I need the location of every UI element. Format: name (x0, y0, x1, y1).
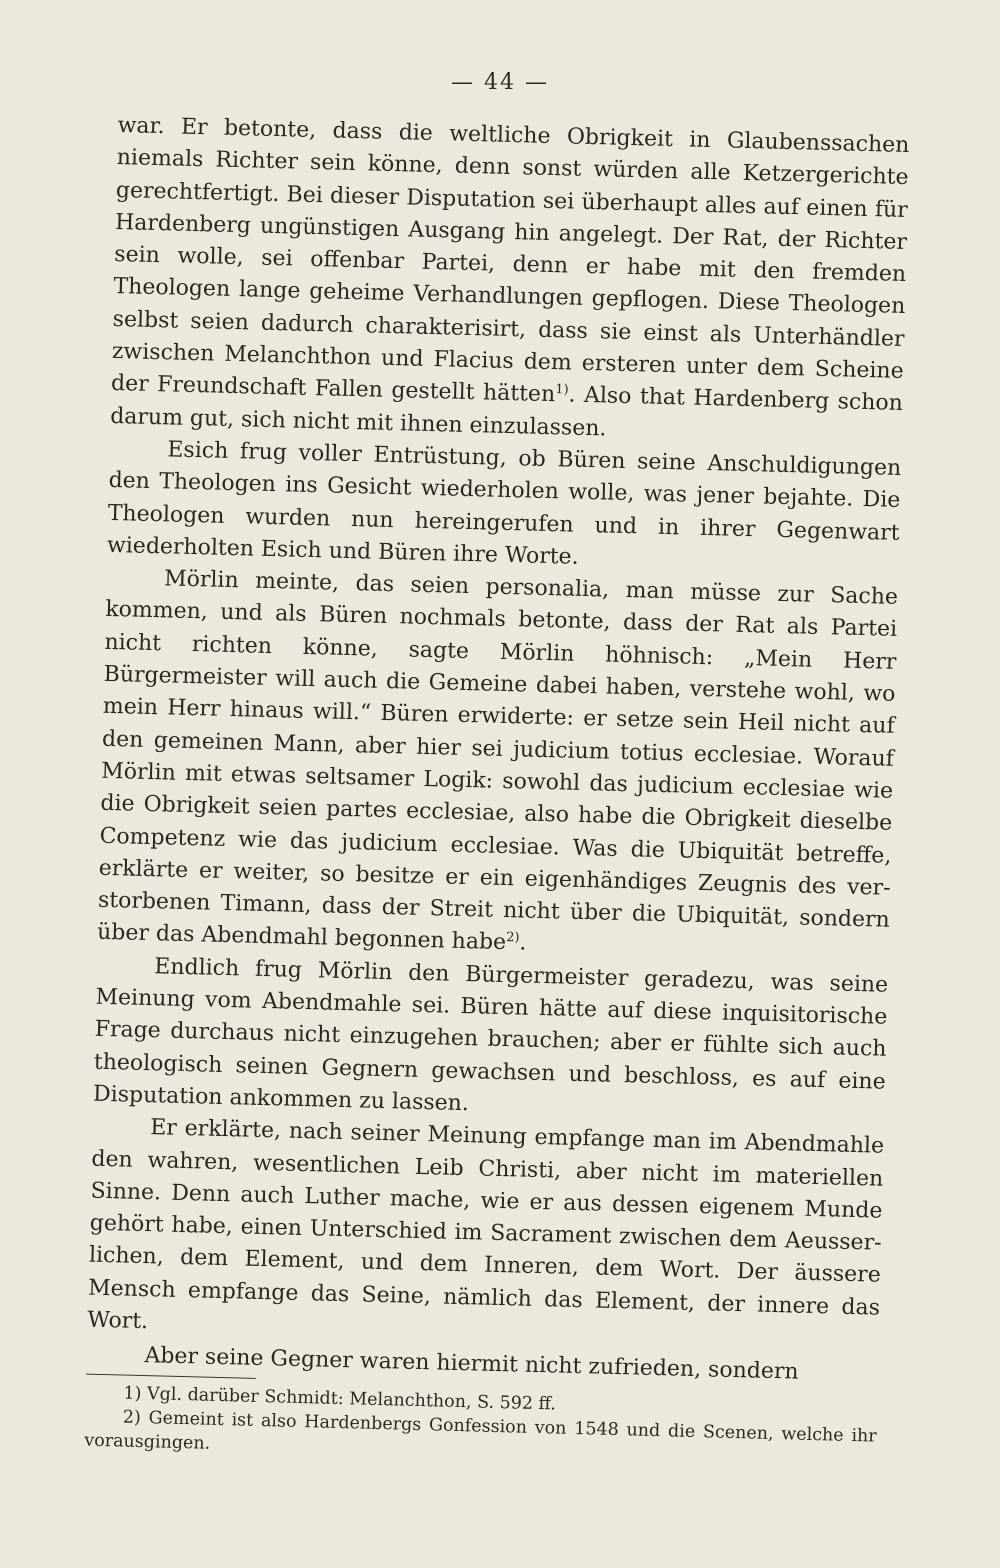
body-text (84, 110, 910, 1472)
paragraph (107, 433, 902, 582)
paragraph-text-continued: . Also that Hardenberg schon darum gut, sich nicht mit ihnen einzulassen. (109, 382, 904, 442)
paragraph (97, 562, 899, 969)
footnotes (84, 1380, 878, 1472)
footnote-reference: 1) (555, 382, 569, 398)
footnote-reference: 2) (506, 930, 520, 946)
paragraph-text: Endlich frug Mörlin den Bürgermeister geradezu, was seine Meinung vom Abendmahle sei. Büren hätte auf diese inquisitorische Frage durchaus nicht einzugehen brauchen; aber er fühlte sich auch theologisch seinen Gegnern gewachsen und beschloss, es auf eine Disputation ankommen zu lassen. (92, 953, 889, 1117)
paragraph (93, 949, 889, 1130)
paragraph-text: Mörlin meinte, das seien personalia, man müsse zur Sache kommen, und als Büren nochmals betonte, dass der Rat als Partei nicht richten könne, sagte Mörlin höhnisch: „Mein Herr Bürgermeister will auch die Gemeine dabei haben, verstehe wohl, wo mein Herr hinaus will.“ Büren erwiderte: er setze sein Heil nicht auf den gemeinen Mann, aber hier sei judicium totius ecclesiae. Worauf Mörlin mit etwas seltsamer Logik: sowohl das judicium ecclesiae wie die Obrigkeit seien partes ecclesiae, also habe die Obrigkeit dieselbe Competenz wie das judicium ecclesiae. Was die Ubiquität betreffe, erklärte er weiter, so besitze er ein eigenhändiges Zeugnis des verstorbenen Timann, dass der Streit nicht über die Ubiquität, sondern über das Abendmahl begonnen habe (96, 566, 899, 956)
footnote: 1) Vgl. darüber Schmidt: Melanchthon, S. 592 ff. (123, 1383, 557, 1415)
paragraph-text: Esich frug voller Entrüstung, ob Büren seine Anschuldigungen den Theologen ins Gesicht wiederholen wolle, was jener bejahte. Die Theologen wurden nun hereingerufen und in ihrer Gegenwart wiederholten Esich und Büren ihre Worte. (106, 437, 902, 570)
paragraph-text: Er erklärte, nach seiner Meinung empfange man im Abendmahle den wahren, wesentlichen Leib Christi, aber nicht im materiellen Sinne. Denn auch Luther mache, wie er aus dessen eigenem Munde gehört habe, einen Unterschied im Sacrament zwischen dem Aeusserlichen, dem Element, und dem Inneren, dem Wort. Der äussere Mensch empfange das Seine, nämlich das Element, der innere das Wort. (87, 1115, 885, 1335)
paragraph-text: Aber seine Gegner waren hiermit nicht zufrieden, sondern (144, 1343, 799, 1385)
paragraph-text-continued: . (519, 930, 527, 957)
page-number: — 44 — (451, 70, 549, 95)
footnote: 2) Gemeint ist also Hardenbergs Gonfession von 1548 und die Scenen, welche ihr vorausgingen. (84, 1407, 877, 1454)
paragraph (110, 110, 910, 453)
paragraph (87, 1111, 884, 1357)
paragraph-text: war. Er betonte, dass die weltliche Obrigkeit in Glaubenssachen niemals Richter sein könne, denn sonst würden alle Ketzergerichte gerechtfertigt. Bei dieser Disputation sei überhaupt alles auf einen für Hardenberg ungünstigen Ausgang hin angelegt. Der Rat, der Richter sein wolle, sei offenbar Partei, denn er habe mit den fremden Theologen lange geheime Verhandlungen gepflogen. Diese Theologen selbst seien dadurch charakterisirt, dass sie einst als Unterhändler zwischen Melanchthon und Flacius dem ersteren unter dem Scheine der Freundschaft Fallen gestellt hätten (110, 112, 910, 408)
